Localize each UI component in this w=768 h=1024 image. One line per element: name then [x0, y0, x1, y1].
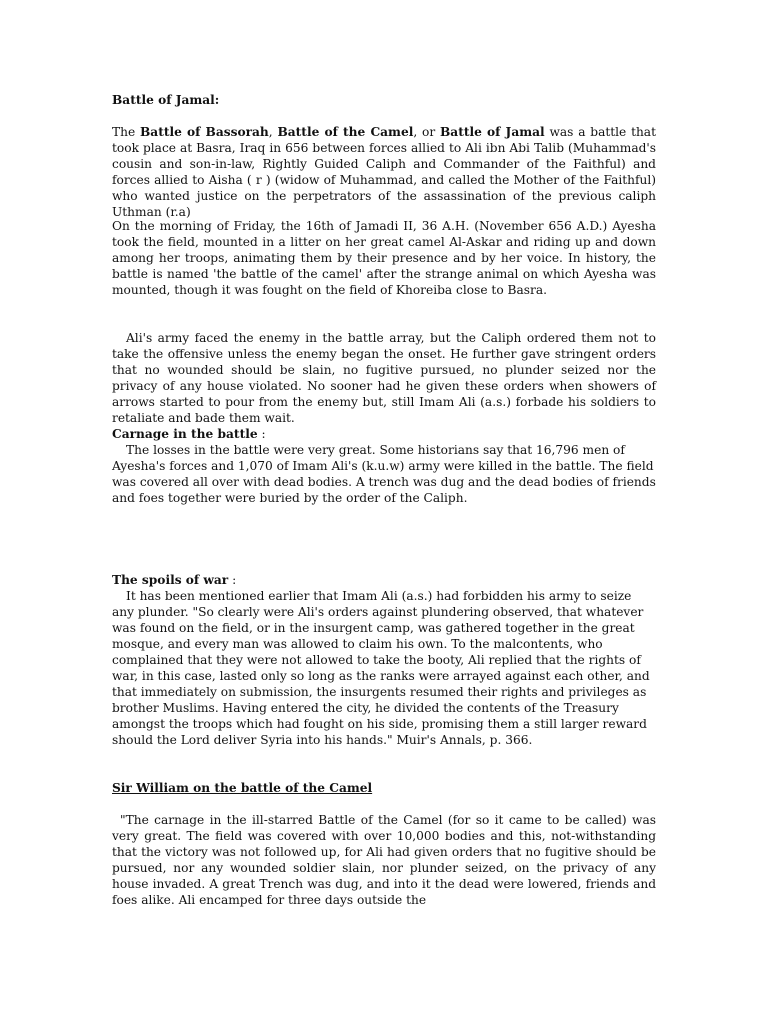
spoils-heading-colon: :	[228, 573, 237, 587]
intro-text-2: ,	[268, 125, 278, 139]
sir-william-heading-line	[112, 780, 656, 796]
spoils-heading-line	[112, 572, 656, 588]
carnage-heading-colon: :	[257, 427, 266, 441]
title-text: Battle of Jamal:	[112, 93, 220, 107]
sir-william-paragraph: "The carnage in the ill-starred Battle of the Camel (for so it came to be called) was very great. The field was covered with over 10,000 bodies and this, not-withstanding that the victory was not followed up, for Ali had given orders that no fugitive should be pursued, nor any wounded soldier slain, nor plunder seized, on the privacy of any house invaded. A great Trench was dug, and into it the dead were lowered, friends and foes alike. Ali encamped for three days outside the	[112, 813, 656, 907]
intro-bold-jamal: Battle of Jamal	[440, 125, 545, 139]
morning-paragraph: On the morning of Friday, the 16th of Jamadi II, 36 A.H. (November 656 A.D.) Ayesha took the field, mounted in a litter on her great camel Al-Askar and riding up and down among her troops, animating them by their presence and by her voice. In history, the battle is named 'the battle of the camel' after the strange animal on which Ayesha was mounted, though it was fought on the field of Khoreiba close to Basra.	[112, 219, 656, 297]
document-title	[112, 92, 656, 108]
intro-bold-bassorah: Battle of Bassorah	[140, 125, 269, 139]
intro-text-4: was a battle that took place at Basra, Iraq in 656 between forces allied to Ali ibn Abi Talib (Muhammad's cousin and son-in-law, Rightly Guided Caliph and Commander of the Faithful) and forces allied to Aisha ( r ) (widow of Muhammad, and called the Mother of the Faithful) who wanted justice on the perpetrators of the assassination of the previous caliph Uthman (r.a)	[112, 125, 656, 219]
carnage-paragraph: The losses in the battle were very great. Some historians say that 16,796 men of Ayesha's forces and 1,070 of Imam Ali's (k.u.w) army were killed in the battle. The field was covered all over with dead bodies. A trench was dug and the dead bodies of friends and foes together were buried by the order of the Caliph.	[112, 443, 656, 505]
carnage-heading: Carnage in the battle	[112, 427, 258, 441]
army-paragraph: Ali's army faced the enemy in the battle array, but the Caliph ordered them not to take the offensive unless the enemy began the onset. He further gave stringent orders that no wounded should be slain, no fugitive pursued, no plunder seized nor the privacy of any house violated. No sooner had he given these orders when showers of arrows started to pour from the enemy but, still Imam Ali (a.s.) forbade his soldiers to retaliate and bade them wait.	[112, 331, 656, 425]
intro-text-3: , or	[413, 125, 440, 139]
sir-william-heading: Sir William on the battle of the Camel	[112, 781, 373, 795]
spoils-paragraph: It has been mentioned earlier that Imam Ali (a.s.) had forbidden his army to seize any plunder. "So clearly were Ali's orders against plundering observed, that whatever was found on the field, or in the insurgent camp, was gathered together in the great mosque, and every man was allowed to claim his own. To the malcontents, who complained that they were not allowed to take the booty, Ali replied that the rights of war, in this case, lasted only so long as the ranks were arrayed against each other, and that immediately on submission, the insurgents resumed their rights and privileges as brother Muslims. Having entered the city, he divided the contents of the Treasury amongst the troops which had fought on his side, promising them a still larger reward should the Lord deliver Syria into his hands." Muir's Annals, p. 366.	[112, 589, 650, 747]
intro-text-1: The	[112, 125, 140, 139]
carnage-heading-line	[112, 426, 656, 442]
intro-paragraph	[112, 124, 656, 220]
spoils-heading: The spoils of war	[112, 573, 229, 587]
intro-bold-camel: Battle of the Camel	[277, 125, 414, 139]
